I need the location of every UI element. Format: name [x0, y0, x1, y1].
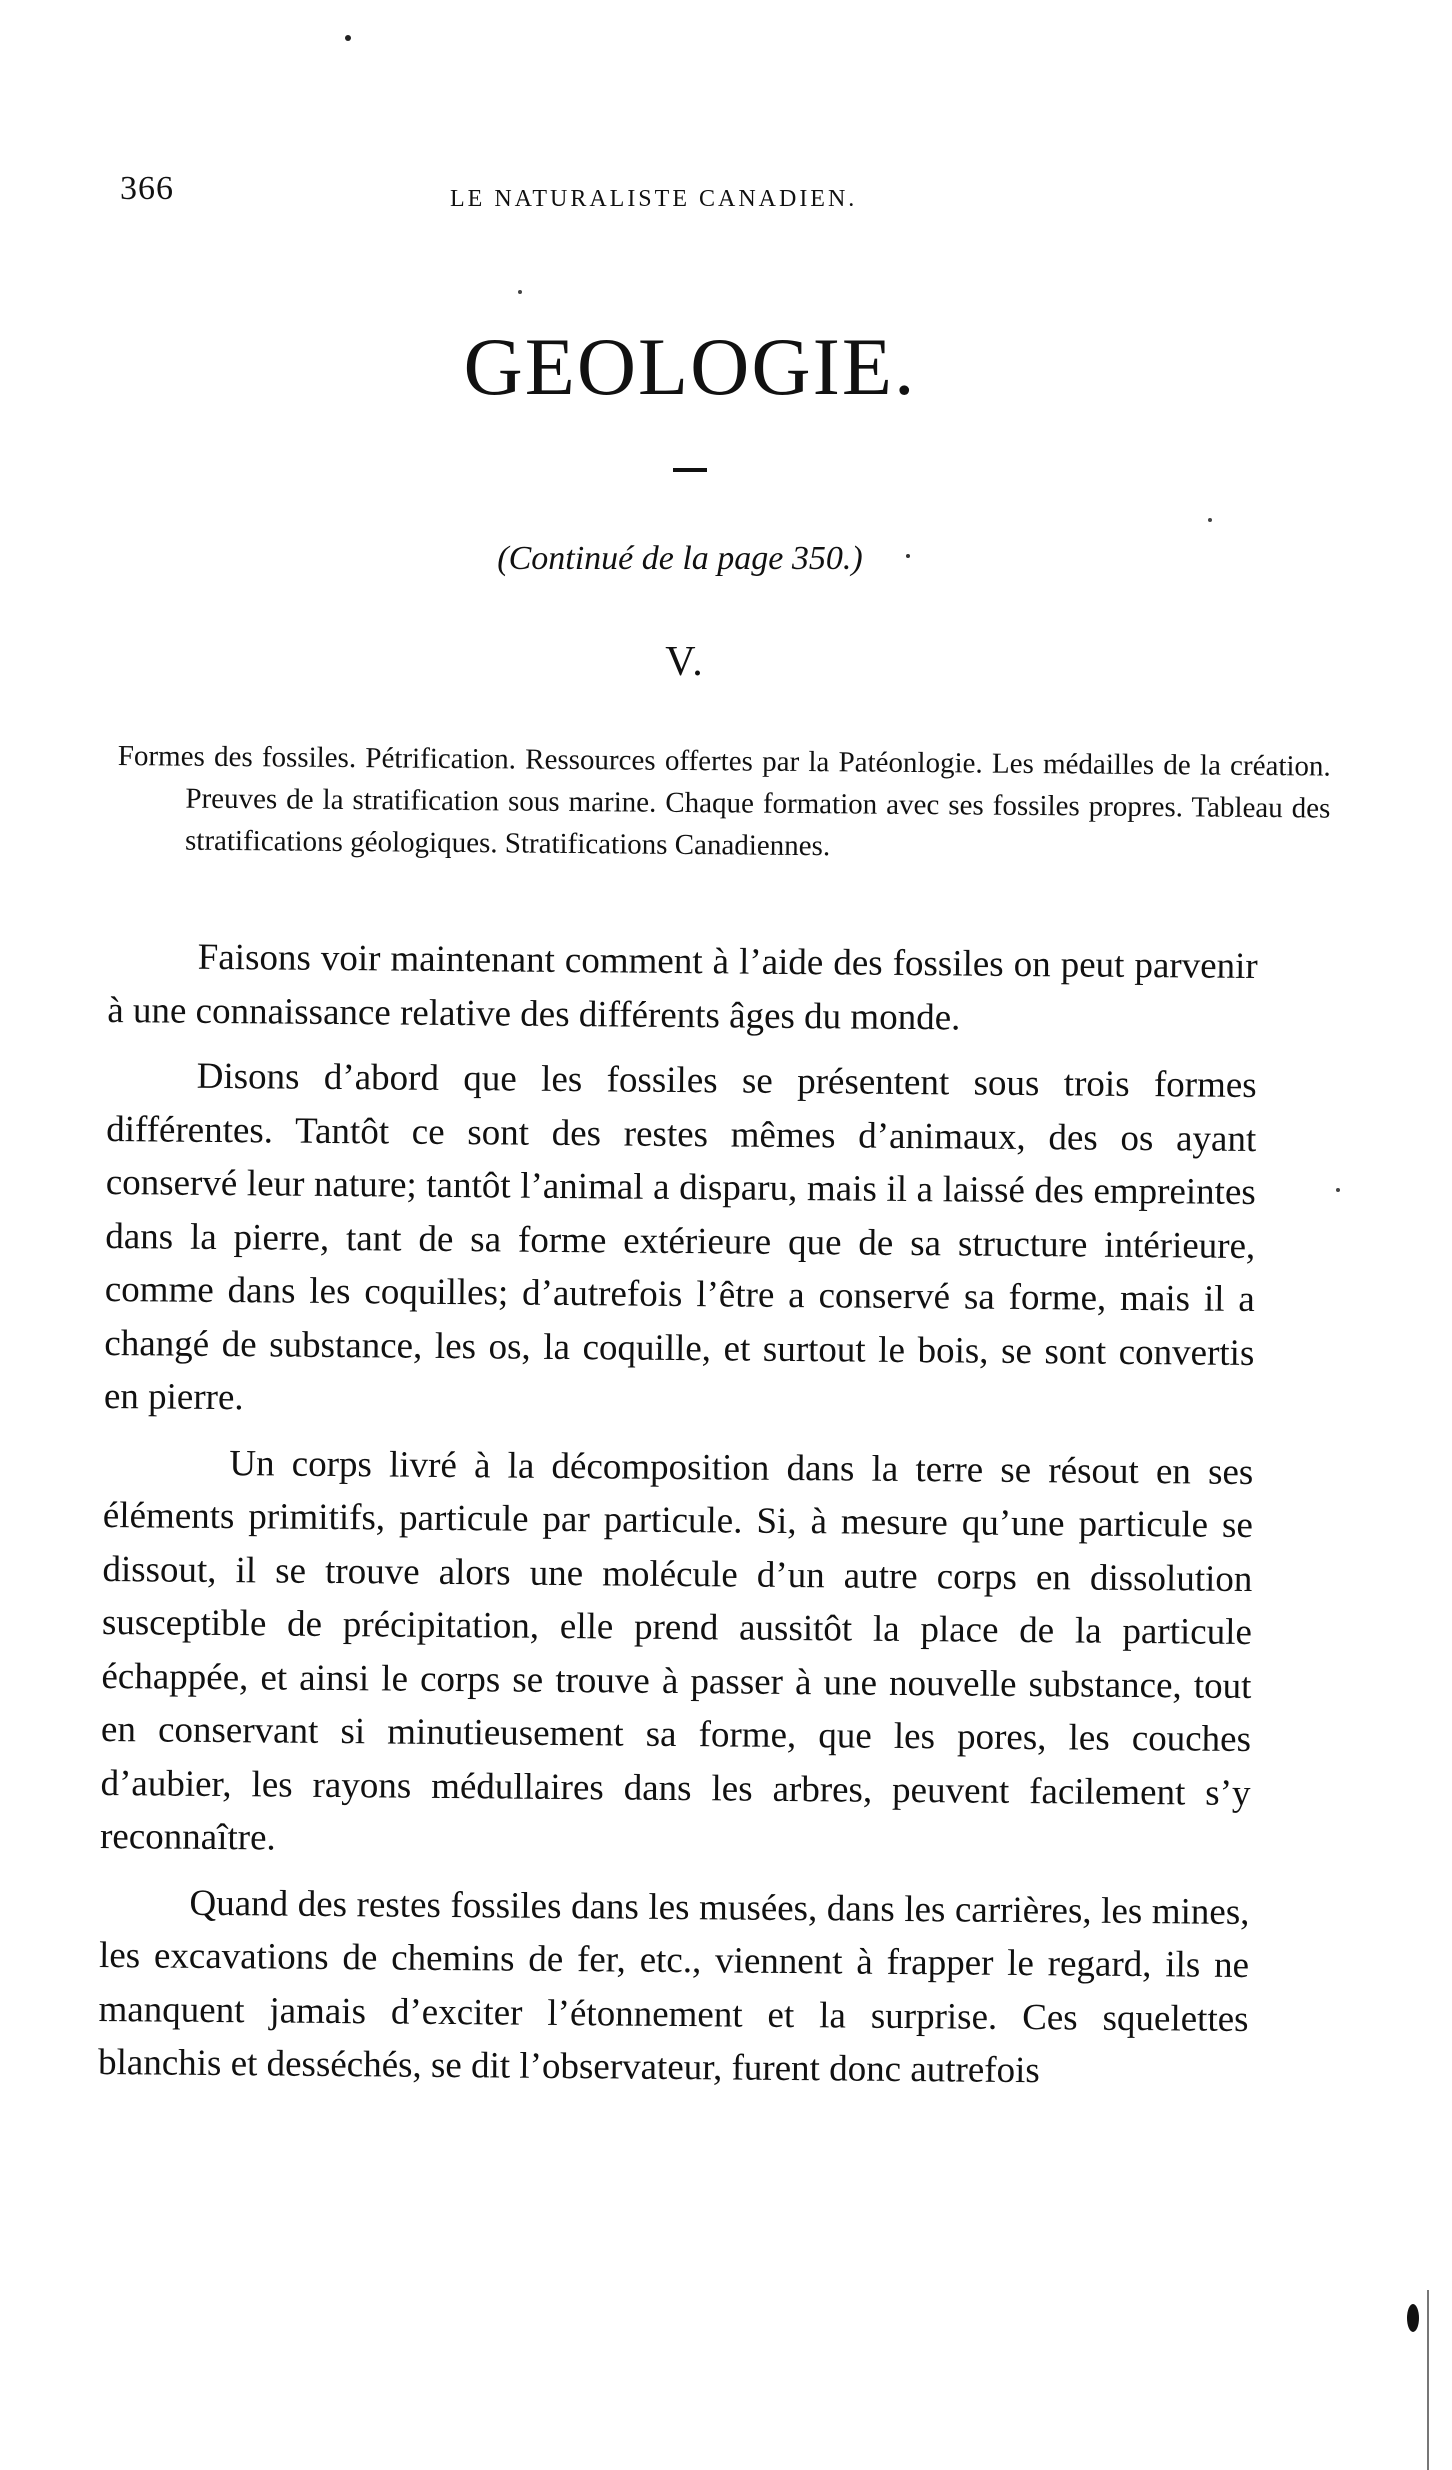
running-head	[120, 170, 1260, 220]
chapter-number: V.	[665, 639, 705, 685]
paragraph: Quand des restes fossiles dans les musées, dans les carrières, les mines, les excavations de chemins de fer, etc., viennent à frapper le regard, ils ne manquent jamais d’exciter l’étonnement et la surprise. Ces squelettes blanchis et desséchés, se dit l’observateur, furent donc autrefois	[97, 1882, 1250, 2092]
title-rule	[673, 468, 707, 472]
continued-note: (Continué de la page 350.)	[497, 540, 863, 577]
article-body	[98, 930, 1258, 2111]
journal-title: LE NATURALISTE CANADIEN.	[450, 186, 858, 212]
paragraph: Un corps livré à la décomposition dans la terre se résout en ses éléments primitifs, particule par particule. Si, à mesure qu’une particule se dissout, il se trouve alors une molécule d’un autre corps en dissolution susceptible de précipitation, elle prend aussitôt la place de la particule échappée, et ainsi le corps se trouve à passer à une nouvelle substance, tout en conservant si minutieusement sa forme, que les pores, les couches d’aubier, les rayons médullaires dans les arbres, peuvent facilement s’y reconnaître.	[99, 1442, 1254, 1859]
paragraph: Disons d’abord que les fossiles se présentent sous trois formes différentes. Tantôt ce sont des restes mêmes d’animaux, des os ayant conservé leur nature; tantôt l’animal a disparu, mais il a laissé des empreintes dans la pierre, tant de sa forme extérieure que de sa structure intérieure, comme dans les coquilles; d’autrefois l’être a conservé sa forme, mais il a changé de substance, les os, la coquille, et surtout le bois, se sont convertis en pierre.	[103, 1055, 1257, 1419]
paragraph: Faisons voir maintenant comment à l’aide des fossiles on peut parvenir à une connaissance relative des différents âges du monde.	[107, 936, 1258, 1038]
page-number: 366	[120, 170, 174, 207]
article-title: GEOLOGIE.	[463, 321, 917, 412]
chapter-summary: Formes des fossiles. Pétrification. Ressources offertes par la Patéonlogie. Les médailles de la création. Preuves de la stratification sous marine. Chaque formation avec ses fossiles propres. Tableau des stratifications géologiques. Stratifications Canadiennes.	[117, 739, 1331, 863]
